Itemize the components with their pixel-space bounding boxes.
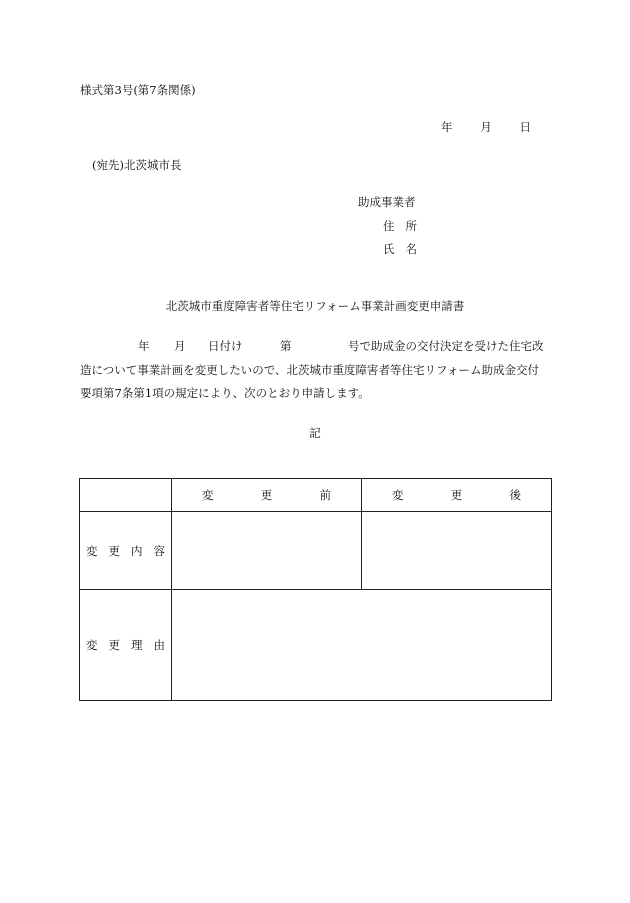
before-header-char: 前	[319, 488, 331, 502]
body-line-2: 造について事業計画を変更したいので、北茨城市重度障害者等住宅リフォーム助成金交付	[80, 363, 539, 377]
after-header-char: 変	[392, 488, 404, 502]
form-number: 様式第3号(第7条関係)	[80, 83, 196, 97]
after-header-char: 後	[509, 488, 521, 502]
reason-label-cell	[80, 590, 172, 701]
reason-row	[80, 590, 552, 701]
name-char-1: 氏	[383, 242, 395, 256]
address-label	[383, 218, 417, 234]
header-blank-cell	[80, 479, 172, 512]
change-table	[79, 478, 552, 701]
addressee: (宛先)北茨城市長	[92, 158, 182, 172]
body-dai: 第	[280, 339, 292, 353]
ki-heading: 記	[309, 426, 321, 440]
content-before-field[interactable]	[172, 512, 362, 590]
reason-label-char: 更	[108, 638, 120, 652]
date-line	[441, 119, 531, 135]
after-header-cell	[362, 479, 552, 512]
before-header-char: 更	[260, 488, 273, 502]
content-row	[80, 512, 552, 590]
address-char-2: 所	[405, 219, 417, 233]
body-line-3: 要項第7条第1項の規定により、次のとおり申請します。	[80, 386, 370, 400]
reason-label-char: 理	[131, 638, 143, 652]
content-label-char: 変	[86, 543, 98, 558]
body-month: 月	[174, 339, 186, 353]
before-header-cell	[172, 479, 362, 512]
content-label-char: 更	[108, 543, 120, 558]
after-header-char: 更	[450, 488, 463, 502]
date-year-label: 年	[441, 120, 453, 134]
before-header-char: 変	[202, 488, 214, 502]
body-line1-rest: 号で助成金の交付決定を受けた住宅改	[348, 339, 544, 353]
reason-label-char: 由	[153, 638, 165, 652]
applicant-role: 助成事業者	[358, 195, 416, 209]
address-char-1: 住	[383, 219, 395, 233]
content-after-field[interactable]	[362, 512, 552, 590]
document-title: 北茨城市重度障害者等住宅リフォーム事業計画変更申請書	[165, 299, 465, 313]
content-label-cell	[80, 512, 172, 590]
reason-field[interactable]	[172, 590, 552, 701]
reason-label-char: 変	[86, 638, 98, 652]
date-month-label: 月	[480, 120, 492, 134]
name-label	[383, 241, 417, 257]
name-char-2: 名	[405, 242, 417, 256]
body-year: 年	[138, 339, 150, 353]
table-header-row	[80, 479, 552, 512]
date-day-label: 日	[519, 120, 531, 134]
body-dated: 日付け	[208, 339, 243, 353]
content-label-char: 内	[131, 543, 143, 558]
content-label-char: 容	[153, 543, 165, 558]
